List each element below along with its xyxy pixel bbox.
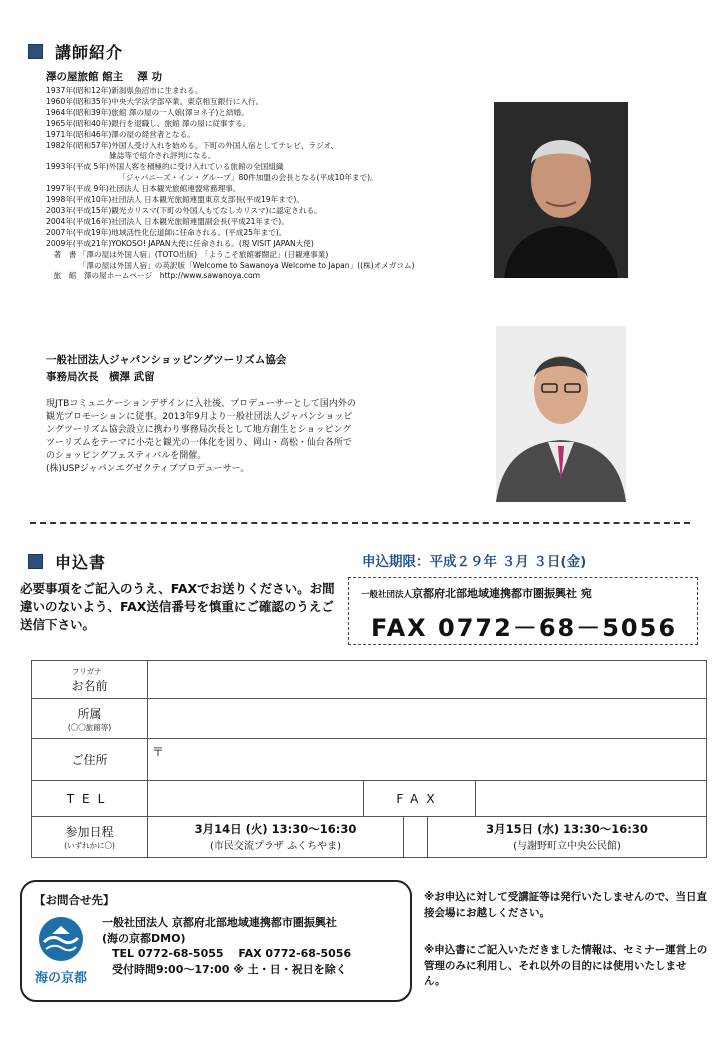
fax-recipient-name: 京都府北部地域連携都市圏振興社 宛 bbox=[412, 587, 592, 600]
inquiry-title: 【お問合せ先】 bbox=[34, 893, 115, 907]
person1-career bbox=[46, 86, 486, 282]
date-label-cell bbox=[32, 817, 148, 858]
inquiry-details bbox=[102, 915, 351, 977]
tel-field[interactable] bbox=[148, 781, 364, 817]
postal-mark: 〒 bbox=[152, 745, 165, 759]
date-note: (いずれかに〇) bbox=[64, 841, 115, 850]
person1-career-line: 「ジャパニーズ・イン・グループ」80件加盟の会長となる(平成10年まで)。 bbox=[46, 173, 378, 183]
logo-text: 海の京都 bbox=[34, 971, 87, 986]
person2-org: 一般社団法人ジャパンショッピングツーリズム協会 bbox=[46, 354, 287, 366]
person1-career-line: 2004年(平成16年)社団法人 日本観光旅館連盟副会長(平成21年まで)。 bbox=[46, 216, 289, 226]
instructions: 必要事項をご記入のうえ、FAXでお送りください。お間違いのないよう、FAX送信番号を慎重にご確認のうえご送信下さい。 bbox=[20, 581, 335, 632]
person2-bio-line: 現JTBコミュニケーションデザインに入社後、プロデューサーとして国内外の bbox=[46, 399, 356, 409]
person1-photo bbox=[494, 102, 628, 278]
person1-career-line: 1965年(昭和40年)銀行を退職し、旅館 澤の屋に従事する。 bbox=[46, 118, 251, 128]
address-label: ご住所 bbox=[32, 739, 148, 781]
affiliation-label: 所属 bbox=[77, 706, 102, 721]
umi-no-kyoto-logo-icon bbox=[38, 916, 84, 962]
affiliation-field[interactable] bbox=[148, 699, 707, 739]
fax-field[interactable] bbox=[476, 781, 707, 817]
fax-box bbox=[348, 577, 698, 645]
date-option-spacer bbox=[404, 817, 428, 857]
person1-career-line: 著 書 「澤の屋は外国人宿」(TOTO出版) 「ようこそ旅館審闘記」(日観連事業) bbox=[46, 249, 329, 259]
name-label: お名前 bbox=[71, 678, 108, 693]
person1-career-line: 1993年(平成 5年)外国人客を積極的に受け入れている旅館の全国組織 bbox=[46, 162, 284, 172]
person1-name: 澤の屋旅館 館主 澤 功 bbox=[46, 71, 162, 83]
person1-bio bbox=[46, 69, 486, 282]
person2-title: 事務局次長 横澤 武留 bbox=[46, 371, 155, 383]
person1-career-line: 1960年(昭和35年)中央大学法学部卒業。東京相互銀行に入行。 bbox=[46, 96, 264, 106]
person2-header bbox=[46, 352, 446, 386]
application-form bbox=[31, 660, 707, 858]
person2-bio-line: ングツーリズム協会設立に携わり事務局次長として地方創生とショッピング bbox=[46, 425, 352, 435]
note-2: ※申込書にご記入いただきました情報は、セミナー運営上の管理のみに利用し、それ以外の目的には使用いたしません。 bbox=[424, 944, 708, 987]
person1-career-line: 1998年(平成10年)社団法人 日本観光旅館連盟東京支部長(平成19年まで)。 bbox=[46, 195, 304, 205]
option2-venue: (与謝野町立中央公民館) bbox=[513, 841, 621, 852]
affiliation-label-cell bbox=[32, 699, 148, 739]
section-square-icon bbox=[28, 554, 43, 569]
person2-photo bbox=[496, 326, 626, 502]
deadline: 申込期限：平成２９年 ３月 ３日(金) bbox=[362, 554, 587, 570]
option1-date: 3月14日 (火) 13:30～16:30 bbox=[194, 822, 357, 836]
person1-career-line: 1997年(平成 9年)社団法人 日本観光旅館連盟常務理事。 bbox=[46, 184, 241, 194]
inquiry-contact: TEL 0772-68-5055 FAX 0772-68-5056 bbox=[112, 947, 352, 960]
furigana-label: フリガナ bbox=[72, 666, 102, 676]
option2-date: 3月15日 (水) 13:30～16:30 bbox=[486, 822, 648, 836]
person1-career-line: 2003年(平成15年)観光カリスマ(下町の外国人もてなしカリスマ)に認定される。 bbox=[46, 205, 322, 215]
fax-recipient-prefix: 一般社団法人 bbox=[361, 590, 413, 600]
date-option-2[interactable] bbox=[428, 817, 706, 857]
person1-career-line: 1982年(昭和57年)外国人受け入れを始める。下町の外国人宿としてテレビ、ラジオ、 bbox=[46, 140, 339, 150]
application-header bbox=[28, 550, 106, 573]
fax-recipient bbox=[361, 585, 592, 601]
note-1: ※お申込に対して受講証等は発行いたしませんので、当日直接会場にお越しください。 bbox=[424, 891, 707, 919]
person1-career-line: 1971年(昭和46年)澤の屋の経営者となる。 bbox=[46, 129, 195, 139]
date-option-1[interactable] bbox=[148, 817, 404, 857]
section-square-icon bbox=[28, 44, 43, 59]
name-label-cell bbox=[32, 661, 148, 699]
tel-label: TEL bbox=[32, 781, 148, 817]
option1-venue: (市民交流プラザ ふくちやま) bbox=[210, 841, 341, 852]
affiliation-note: (〇〇旅館等) bbox=[67, 722, 112, 732]
divider bbox=[30, 522, 690, 524]
application-heading: 申込書 bbox=[55, 553, 107, 572]
person1-career-line: 「澤の屋は外国人宿」の英訳版「Welcome to Sawanoya Welcome to Japan」((株)オメガコム) bbox=[46, 260, 415, 270]
person2-bio-line: のショッピングフェスティバルを開催。 bbox=[46, 451, 207, 461]
person1-career-line: 雑誌等で紹介され評判になる。 bbox=[46, 151, 216, 161]
inquiry-hours: 受付時間9:00～17:00 ※ 土・日・祝日を除く bbox=[112, 962, 347, 976]
person2-bio-line: ツーリズムをテーマに小売と観光の一体化を図り、岡山・高松・仙台各所で bbox=[46, 438, 352, 448]
person1-career-line: 2009年(平成21年)YOKOSO! JAPAN大使に任命される。(現 VISIT JAPAN大使) bbox=[46, 238, 314, 248]
person2-bio bbox=[46, 398, 456, 476]
address-field[interactable] bbox=[148, 739, 707, 781]
person2-bio-line: (株)USPジャパンエグゼクティブプロデューサー。 bbox=[46, 464, 250, 474]
logo bbox=[28, 916, 94, 986]
instructors-header bbox=[28, 40, 123, 63]
instructors-heading: 講師紹介 bbox=[55, 43, 124, 62]
person1-career-line: 旅 館 澤の屋ホームページ http://www.sawanoya.com bbox=[46, 271, 261, 281]
date-options bbox=[148, 817, 707, 858]
person2-bio-line: 観光プロモーションに従事。2013年9月より一般社団法人ジャパンショッピ bbox=[46, 412, 353, 422]
name-field[interactable] bbox=[148, 661, 707, 699]
fax-label: FAX bbox=[364, 781, 476, 817]
person1-career-line: 1964年(昭和39年)旅館 澤の屋の一人娘(澤ヨネ子)と結婚。 bbox=[46, 107, 249, 117]
inquiry-org-line1: 一般社団法人 京都府北部地域連携都市圏振興社 bbox=[102, 916, 337, 929]
person1-career-line: 1937年(昭和12年)新潟県魚沼市に生まれる。 bbox=[46, 86, 203, 95]
inquiry-org-line2: (海の京都DMO) bbox=[102, 931, 186, 945]
inquiry-box bbox=[20, 880, 412, 1002]
person1-career-line: 2007年(平成19年)地域活性化伝道師に任命される。(平成25年まで)。 bbox=[46, 227, 287, 237]
date-label: 参加日程 bbox=[65, 825, 114, 839]
fax-number: FAX 0772－68－5056 bbox=[370, 614, 678, 642]
